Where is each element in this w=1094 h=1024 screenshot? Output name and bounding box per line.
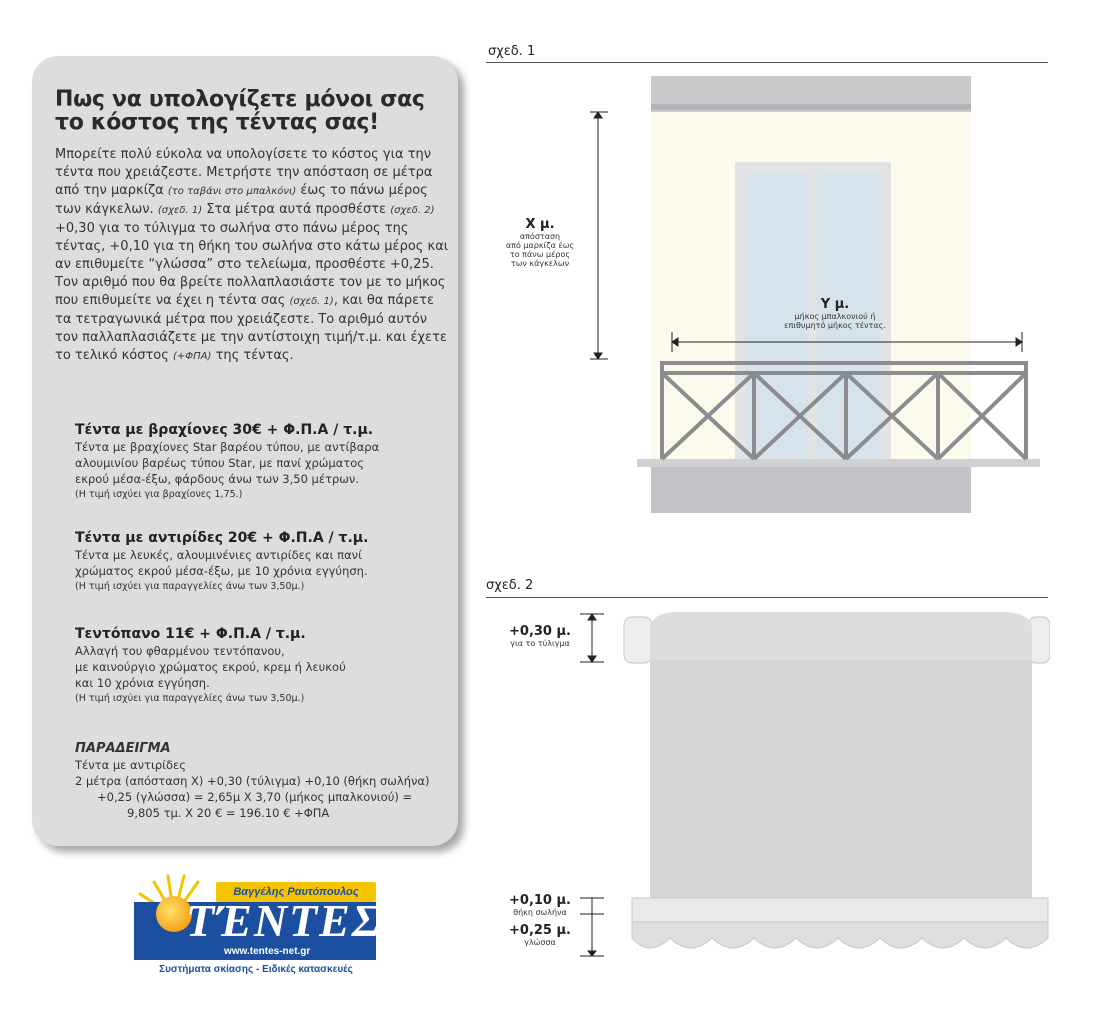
y-dimension-label: Υ μ. μήκος μπαλκονιού ή επιθυμητό μήκος τέντας. [784,297,886,330]
title-line-2: το κόστος της τέντας σας! [55,110,379,135]
price-title: Τέντα με βραχίονες 30€ + Φ.Π.Α / τ.μ. [75,422,374,438]
example-heading: ΠΑΡΑΔΕΙΓΜΑ [75,741,171,756]
price-block-arms: Τέντα με βραχίονες 30€ + Φ.Π.Α / τ.μ. Τέντα με βραχίονες Star βαρέου τύπου, με αντίβαρα αλουμινίου βαρέως τύπου Star, με πανί χρώματος εκρού μέσα-έξω, φάρδους άνω των 3,50 μέτρων. (Η τιμή ισχύει για βραχίονες 1,75.) [75,421,445,503]
company-logo [128,872,384,978]
x-dimension-label: Χ μ. απόσταση από μαρκίζα έως το πάνω μέρος των κάγκελων [505,217,575,268]
price-block-struts: Τέντα με αντιρίδες 20€ + Φ.Π.Α / τ.μ. Τέντα με λευκές, αλουμινένιες αντιρίδες και πανί χρώματος εκρού μέσα-έξω, με 10 χρόνια εγγύηση. (Η τιμή ισχύει για παραγγελίες άνω των 3,50μ.) [75,529,445,595]
fig1-label: σχεδ. 1 [488,44,536,59]
fig1-rule [486,62,1048,63]
page-title [55,88,445,134]
example-block: ΠΑΡΑΔΕΙΓΜΑ Τέντα με αντιρίδες 2 μέτρα (απόσταση Χ) +0,30 (τύλιγμα) +0,10 (θήκη σωλήνα) +0,25 (γλώσσα) = 2,65μ Χ 3,70 (μήκος μπαλκονιού) = 9,805 τμ. Χ 20 € = 196.10 € +ΦΠΑ [75,741,455,821]
fig2-rule [486,597,1048,598]
logo-name-badge: Βαγγέλης Ραυτόπουλος [216,882,376,902]
intro-text: Μπορείτε πολύ εύκολα να υπολογίσετε το κόστος για την τέντα που χρειάζεστε. Μετρήστε την απόσταση σε μέτρα από την μαρκίζα (το ταβάνι στο μπαλκόνι) έως το πάνω μέρος των κάγκελων. (σχεδ. 1) Στα μέτρα αυτά προσθέστε (σχεδ. 2) +0,30 για το τύλιγμα το σωλήνα στο πάνω μέρος της τέντας, +0,10 για τη θήκη του σωλήνα στο κάτω μέρος και αν επιθυμείτε “γλώσσα” στο τελείωμα, προσθέστε +0,25. Τον αριθμό που θα βρείτε πολλαπλασιάστε τον με το μήκος που επιθυμείτε να έχει η τέντα σας (σχεδ. 1), και θα πάρετε τα τετραγωνικά μέτρα που χρειάζεστε. Το αριθμό αυτόν τον παλλαπλασιάζετε με την αντίστοιχη τιμή/τ.μ. και έχετε το τελικό κόστος (+ΦΠΑ) της τέντας. [55,147,449,363]
price-title: Τέντα με αντιρίδες 20€ + Φ.Π.Α / τ.μ. [75,530,369,546]
logo-url: www.tentes-net.gr [224,946,311,957]
logo-tagline: Συστήματα σκίασης - Ειδικές κατασκευές [159,964,353,975]
logo-brand: ΤΈΝΤΕΣ [186,895,383,946]
valance-dimension-label: +0,25 μ. γλώσσα [509,923,571,947]
tube-case-dimension-label: +0,10 μ. θήκη σωλήνα [509,893,571,917]
title-line-1: Πως να υπολογίζετε μόνοι σας [55,87,425,112]
price-title: Τεντόπανο 11€ + Φ.Π.Α / τ.μ. [75,626,306,642]
fig2-label: σχεδ. 2 [486,578,534,593]
roll-dimension-label: +0,30 μ. για το τύλιγμα [509,624,571,648]
price-block-fabric: Τεντόπανο 11€ + Φ.Π.Α / τ.μ. Αλλαγή του φθαρμένου τεντόπανου, με καινούργιο χρώματος εκρού, κρεμ ή λευκού και 10 χρόνια εγγύηση. (Η τιμή ισχύει για παραγγελίες άνω των 3,50μ.) [75,625,445,707]
awning-illustration [580,600,1050,980]
